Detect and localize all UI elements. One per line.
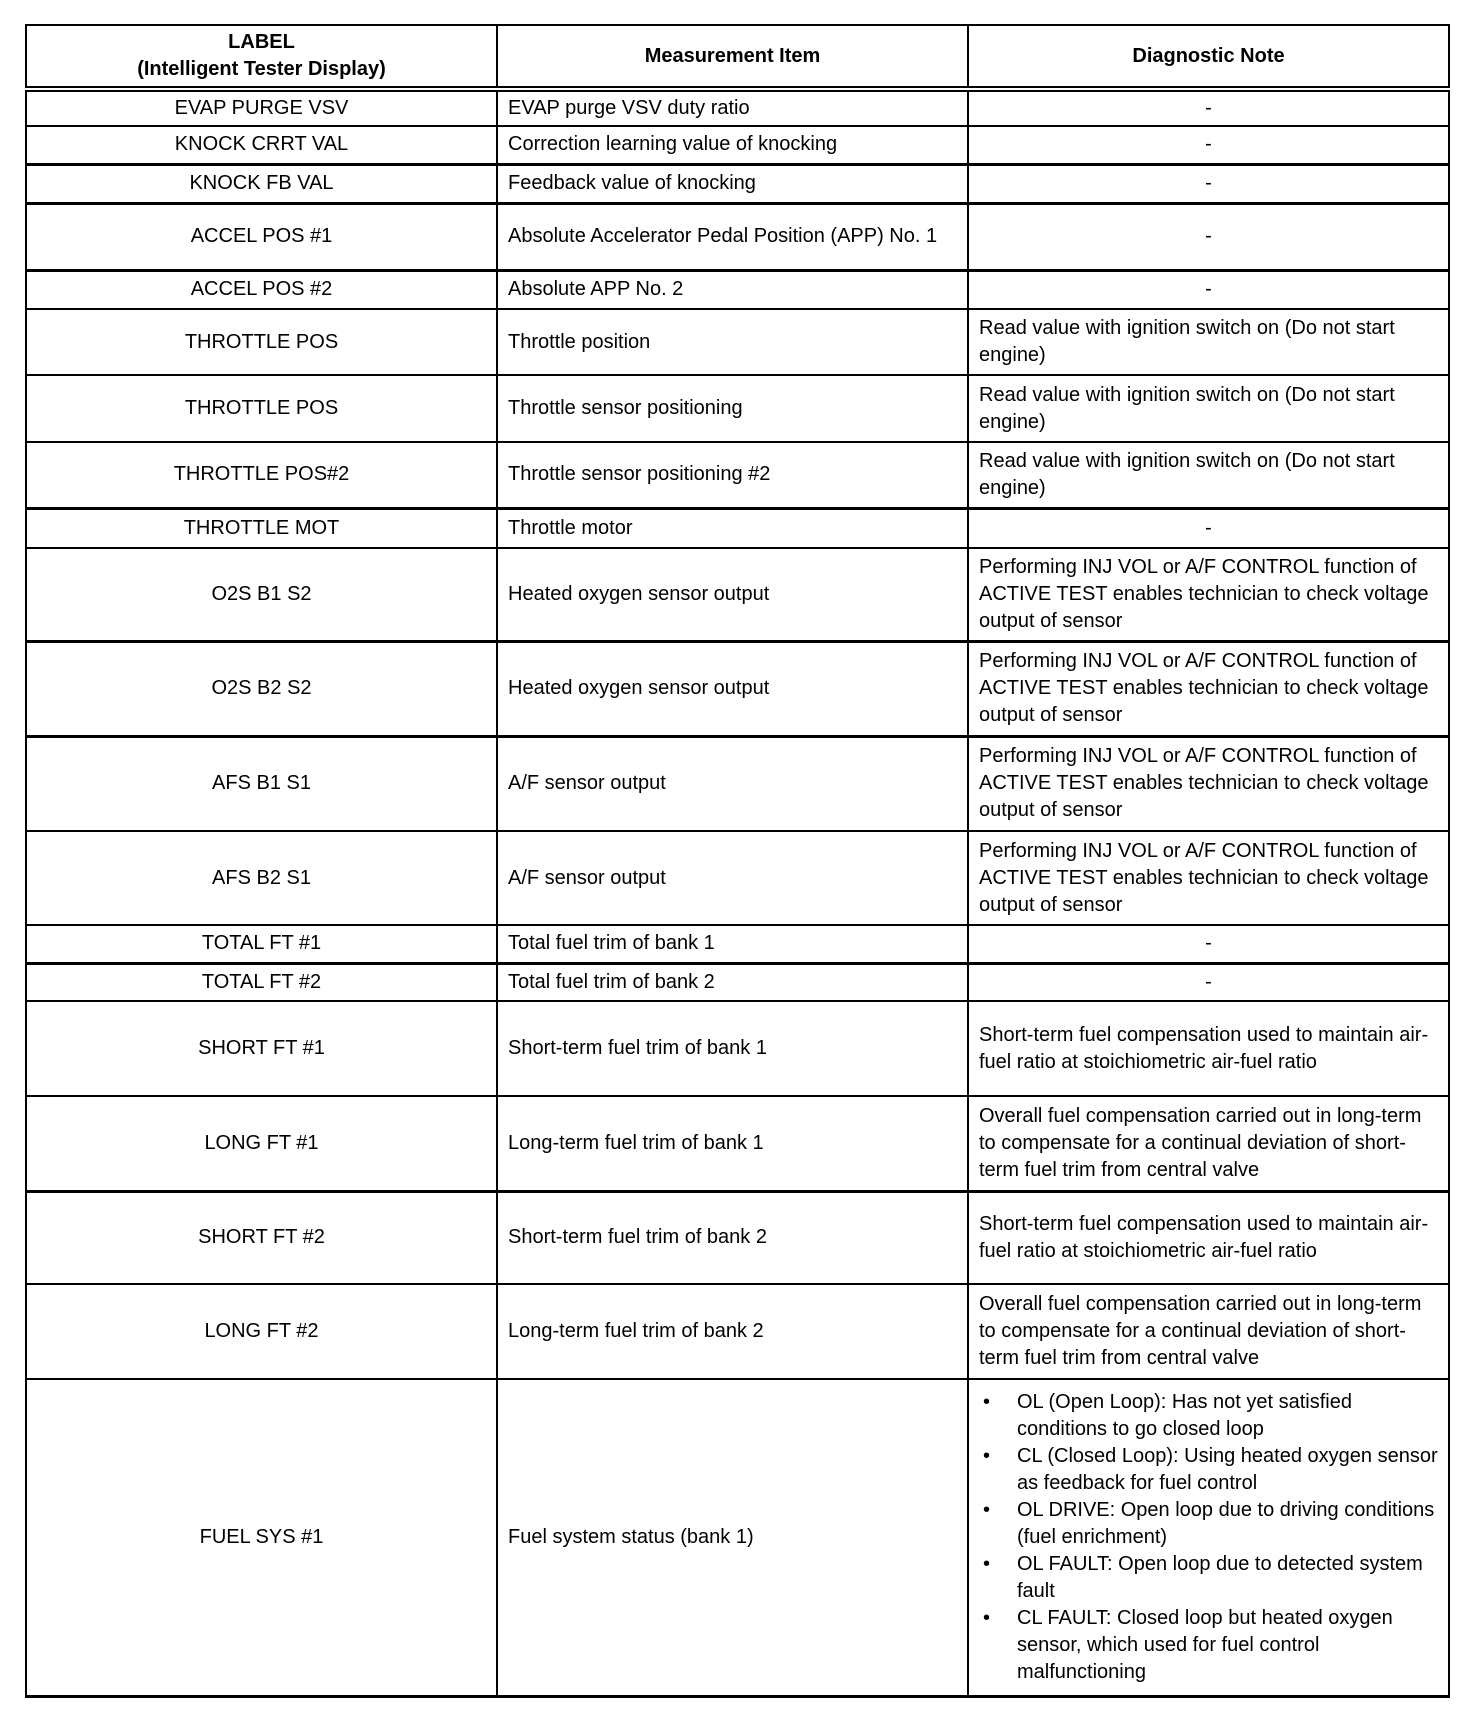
label-cell: TOTAL FT #1 xyxy=(26,925,497,963)
label-cell: THROTTLE POS#2 xyxy=(26,442,497,508)
note-cell: Performing INJ VOL or A/F CONTROL function of ACTIVE TEST enables technician to check voltage output of sensor xyxy=(968,641,1449,736)
note-cell: Read value with ignition switch on (Do not start engine) xyxy=(968,309,1449,375)
header-note: Diagnostic Note xyxy=(968,25,1449,89)
table-row xyxy=(26,1191,1449,1284)
measurement-cell: Heated oxygen sensor output xyxy=(497,641,968,736)
measurement-cell: Heated oxygen sensor output xyxy=(497,548,968,641)
table-row xyxy=(26,925,1449,963)
note-cell: Overall fuel compensation carried out in long-term to compensate for a continual deviation of short-term fuel trim from central valve xyxy=(968,1096,1449,1191)
label-cell: KNOCK FB VAL xyxy=(26,164,497,203)
label-cell: ACCEL POS #2 xyxy=(26,270,497,309)
note-cell: Performing INJ VOL or A/F CONTROL function of ACTIVE TEST enables technician to check voltage output of sensor xyxy=(968,736,1449,831)
label-cell: SHORT FT #2 xyxy=(26,1191,497,1284)
note-cell: - xyxy=(968,164,1449,203)
list-item xyxy=(979,1551,1438,1605)
table-row xyxy=(26,736,1449,831)
table-row xyxy=(26,309,1449,375)
measurement-cell: Total fuel trim of bank 1 xyxy=(497,925,968,963)
note-cell: Performing INJ VOL or A/F CONTROL function of ACTIVE TEST enables technician to check voltage output of sensor xyxy=(968,548,1449,641)
table-row xyxy=(26,963,1449,1001)
note-cell xyxy=(968,1379,1449,1696)
measurement-cell: Total fuel trim of bank 2 xyxy=(497,963,968,1001)
note-cell: - xyxy=(968,89,1449,126)
table-row xyxy=(26,164,1449,203)
label-cell: TOTAL FT #2 xyxy=(26,963,497,1001)
note-cell: - xyxy=(968,925,1449,963)
label-cell: SHORT FT #1 xyxy=(26,1001,497,1096)
table-row xyxy=(26,1284,1449,1379)
table-row xyxy=(26,203,1449,270)
label-cell: KNOCK CRRT VAL xyxy=(26,126,497,164)
list-item-text: OL (Open Loop): Has not yet satisfied conditions to go closed loop xyxy=(1017,1390,1352,1440)
table-row xyxy=(26,831,1449,925)
measurement-cell: Throttle sensor positioning #2 xyxy=(497,442,968,508)
list-item xyxy=(979,1605,1438,1686)
note-cell: Short-term fuel compensation used to maintain air-fuel ratio at stoichiometric air-fuel ratio xyxy=(968,1001,1449,1096)
note-cell: - xyxy=(968,508,1449,548)
note-cell: - xyxy=(968,963,1449,1001)
list-item xyxy=(979,1443,1438,1497)
bullet-icon: • xyxy=(983,1552,991,1575)
measurement-cell: Absolute APP No. 2 xyxy=(497,270,968,309)
table-row xyxy=(26,1001,1449,1096)
note-cell: - xyxy=(968,203,1449,270)
header-label-line1: LABEL xyxy=(228,31,295,53)
measurement-cell: Long-term fuel trim of bank 2 xyxy=(497,1284,968,1379)
bullet-icon: • xyxy=(983,1444,991,1467)
note-cell: Read value with ignition switch on (Do not start engine) xyxy=(968,442,1449,508)
table-row xyxy=(26,89,1449,126)
note-cell: Read value with ignition switch on (Do not start engine) xyxy=(968,375,1449,442)
measurement-cell: Short-term fuel trim of bank 2 xyxy=(497,1191,968,1284)
table-row xyxy=(26,548,1449,641)
table-row xyxy=(26,508,1449,548)
table-row xyxy=(26,442,1449,508)
label-cell: O2S B2 S2 xyxy=(26,641,497,736)
header-row xyxy=(26,25,1449,89)
label-cell: LONG FT #2 xyxy=(26,1284,497,1379)
header-label xyxy=(26,25,497,89)
list-item xyxy=(979,1497,1438,1551)
note-cell: Performing INJ VOL or A/F CONTROL function of ACTIVE TEST enables technician to check voltage output of sensor xyxy=(968,831,1449,925)
table-row xyxy=(26,641,1449,736)
table-row xyxy=(26,126,1449,164)
table-row xyxy=(26,1096,1449,1191)
header-measurement: Measurement Item xyxy=(497,25,968,89)
measurement-cell: Throttle position xyxy=(497,309,968,375)
label-cell: AFS B1 S1 xyxy=(26,736,497,831)
measurement-cell: Absolute Accelerator Pedal Position (APP) No. 1 xyxy=(497,203,968,270)
measurement-cell: Correction learning value of knocking xyxy=(497,126,968,164)
label-cell: EVAP PURGE VSV xyxy=(26,89,497,126)
note-cell: Overall fuel compensation carried out in long-term to compensate for a continual deviation of short-term fuel trim from central valve xyxy=(968,1284,1449,1379)
label-cell: ACCEL POS #1 xyxy=(26,203,497,270)
header-label-line2: (Intelligent Tester Display) xyxy=(137,58,386,80)
label-cell: THROTTLE POS xyxy=(26,375,497,442)
note-cell: - xyxy=(968,126,1449,164)
fuel-status-list xyxy=(979,1389,1438,1686)
label-cell: FUEL SYS #1 xyxy=(26,1379,497,1696)
label-cell: THROTTLE POS xyxy=(26,309,497,375)
measurement-cell: Feedback value of knocking xyxy=(497,164,968,203)
label-cell: AFS B2 S1 xyxy=(26,831,497,925)
list-item-text: CL (Closed Loop): Using heated oxygen sensor as feedback for fuel control xyxy=(1017,1444,1438,1494)
measurement-cell: A/F sensor output xyxy=(497,831,968,925)
list-item xyxy=(979,1389,1438,1443)
label-cell: O2S B1 S2 xyxy=(26,548,497,641)
bullet-icon: • xyxy=(983,1390,991,1413)
measurement-cell: Throttle sensor positioning xyxy=(497,375,968,442)
list-item-text: OL DRIVE: Open loop due to driving conditions (fuel enrichment) xyxy=(1017,1498,1435,1548)
measurement-cell: Throttle motor xyxy=(497,508,968,548)
note-cell: Short-term fuel compensation used to maintain air-fuel ratio at stoichiometric air-fuel ratio xyxy=(968,1191,1449,1284)
measurement-cell: Fuel system status (bank 1) xyxy=(497,1379,968,1696)
measurement-cell: Short-term fuel trim of bank 1 xyxy=(497,1001,968,1096)
label-cell: THROTTLE MOT xyxy=(26,508,497,548)
table-row xyxy=(26,1379,1449,1696)
measurement-cell: EVAP purge VSV duty ratio xyxy=(497,89,968,126)
list-item-text: CL FAULT: Closed loop but heated oxygen sensor, which used for fuel control malfunctioning xyxy=(1017,1606,1393,1683)
list-item-text: OL FAULT: Open loop due to detected system fault xyxy=(1017,1552,1423,1602)
note-cell: - xyxy=(968,270,1449,309)
data-list-table xyxy=(25,24,1450,1698)
measurement-cell: Long-term fuel trim of bank 1 xyxy=(497,1096,968,1191)
label-cell: LONG FT #1 xyxy=(26,1096,497,1191)
bullet-icon: • xyxy=(983,1606,991,1629)
table-row xyxy=(26,270,1449,309)
table-row xyxy=(26,375,1449,442)
measurement-cell: A/F sensor output xyxy=(497,736,968,831)
bullet-icon: • xyxy=(983,1498,991,1521)
